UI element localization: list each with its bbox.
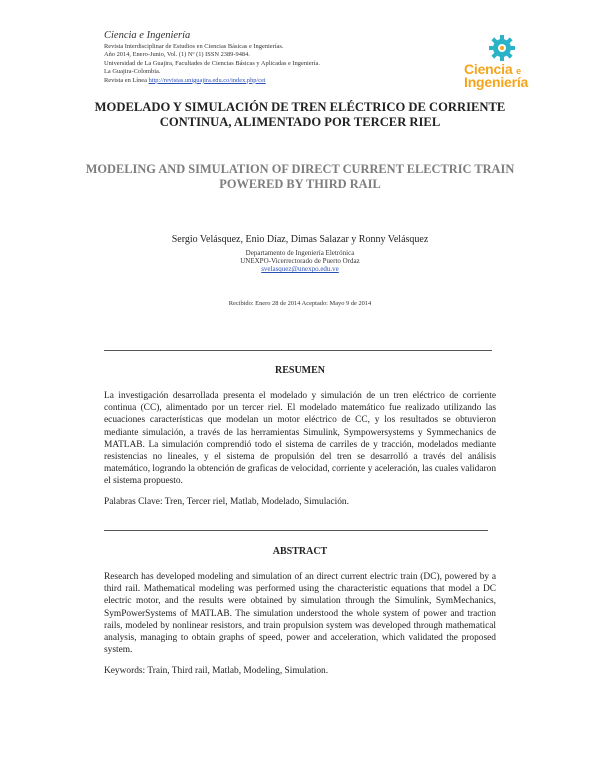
paper-title-english: MODELING AND SIMULATION OF DIRECT CURRENT ELECTRIC TRAIN POWERED BY THIRD RAIL [85,162,515,191]
abstract-paragraph: Research has developed modeling and simulation of an direct current electric train (DC), powered by a third rail. Mathematical modeling was performed using the characteristic equations that model a DC electric motor, and the results were obtained by simulation through the Simulink, SymMechanics, SymPowerSystems of MATLAB. The simulation understood the whole system of power and traction rails, modeled by nonlinear resistors, and train propulsion system was developed through mathematical analysis, managing to obtain graphs of speed, power and acceleration, which validated the proposed system. [104,572,496,656]
paper-title-spanish: MODELADO Y SIMULACIÓN DE TREN ELÉCTRICO DE CORRIENTE CONTINUA, ALIMENTADO POR TERCER RIEL [94,100,506,129]
section-divider [104,350,492,351]
affiliation-institution: UNEXPO-Vicerrectorado de Puerto Ordaz [240,257,360,265]
journal-info-line: Universidad de La Guajira, Facultades de Ciencias Básicas y Aplicadas e Ingeniería. [104,59,320,67]
affiliation-department: Departamento de Ingeniería Eletrónica [245,249,355,257]
journal-name: Ciencia e Ingeniería [104,30,191,41]
logo-word-ciencia: Ciencia [464,61,513,77]
online-line [104,77,434,85]
journal-header [104,30,434,85]
resumen-paragraph: La investigación desarrollada presenta el modelado y simulación de un tren eléctrico de corriente continua (CC), alimentado por un tercer riel. El modelado matemático fue realizado utilizando las ecuaciones características que modelan un motor eléctrico de CC, y los resultados se obtuvieron mediante simulación, a través de las herramientas Simulink, Sympowersystems y Symmechanics de MATLAB. La simulación comprendió todo el sistema de carriles de y tracción, modelados mediante resistencias no lineales, y el sistema de propulsión del tren se desarrolló a través del análisis matemático, logrando la obtención de graficas de velocidad, corriente y aceleración, las cuales validaron el sistema propuesto. [104,391,497,487]
keywords: Keywords: Train, Third rail, Matlab, Modeling, Simulation. [104,666,329,676]
logo-word-ingenieria: Ingeniería [464,74,529,90]
author-list: Sergio Velásquez, Enio Díaz, Dimas Salazar y Ronny Velásquez [171,234,429,245]
received-accepted-dates: Recibido: Enero 28 de 2014 Aceptado: Mayo 9 de 2014 [228,300,372,307]
journal-info-line: La Guajira-Colombia. [104,68,161,76]
journal-info-line: Año 2014, Enero-Junio, Vol. (1) Nº (1) ISSN 2389-9484. [104,51,250,59]
online-label: Revista en Línea [104,76,147,84]
journal-info-line: Revista Interdisciplinar de Estudios en Ciencias Básicas e Ingenierías. [104,43,284,50]
journal-url-link[interactable]: http://revistas.uniguajira.edu.co/index.php/cei [148,76,266,84]
palabras-clave: Palabras Clave: Tren, Tercer riel, Matlab, Modelado, Simulación. [104,497,349,507]
section-divider [104,530,488,531]
author-email-link[interactable]: svelasquez@unexpo.edu.ve [261,265,339,273]
resumen-heading: RESUMEN [274,365,325,376]
abstract-heading: ABSTRACT [272,546,328,557]
logo-connector: e [516,66,521,76]
